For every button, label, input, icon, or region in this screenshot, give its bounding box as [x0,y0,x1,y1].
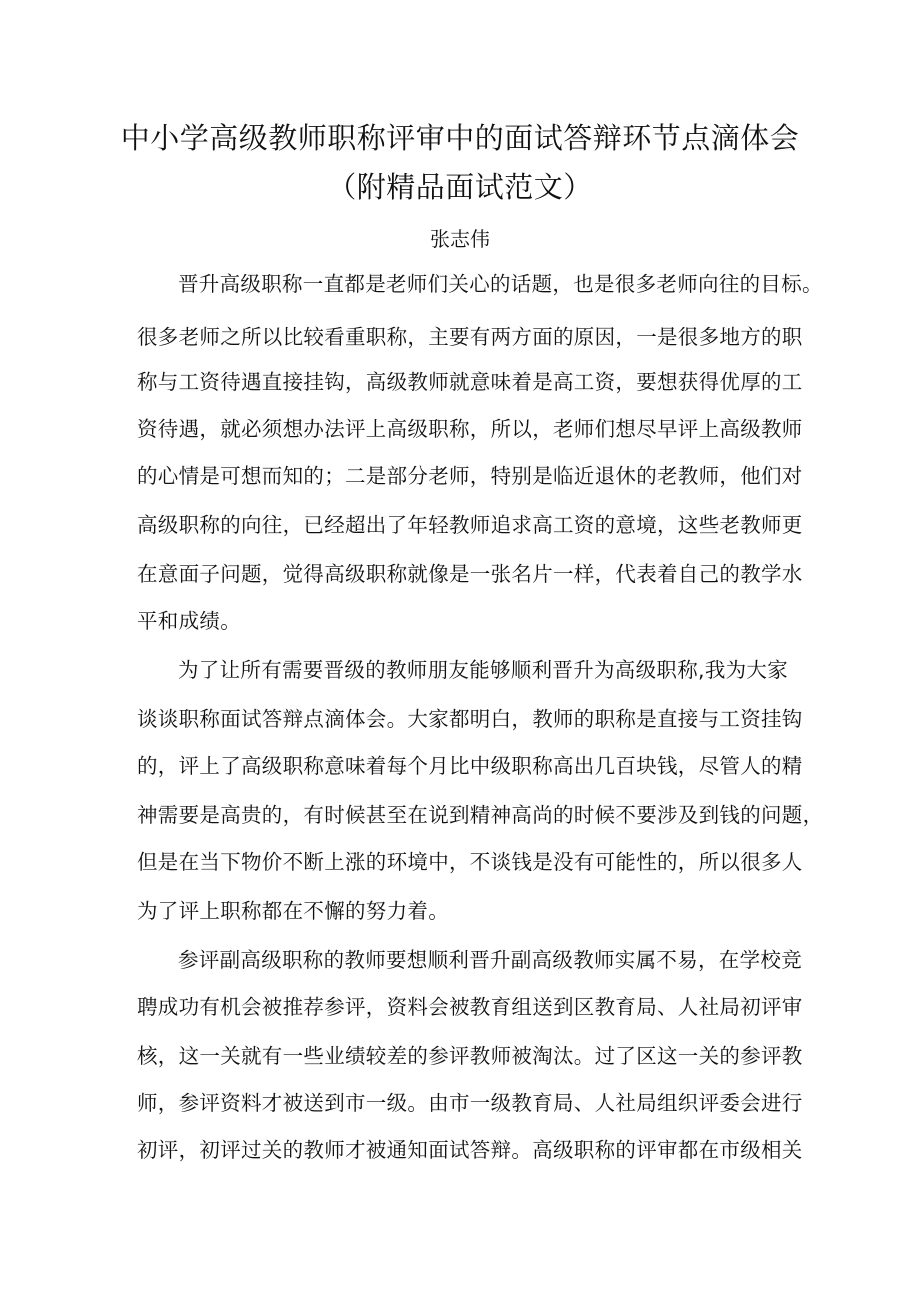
paragraph-3-line-3: 核，这一关就有一些业绩较差的参评教师被淘汰。过了区这一关的参评教 [137,1044,803,1068]
paragraph-3-line-1: 参评副高级职称的教师要想顺利晋升副高级教师实属不易，在学校竞 [178,948,802,972]
paragraph-2-line-6: 为了评上职称都在不懈的努力着。 [137,899,449,923]
paragraph-2-line-4: 神需要是高贵的，有时候甚至在说到精神高尚的时候不要涉及到钱的问题， [137,803,824,827]
paragraph-1-line-3: 称与工资待遇直接挂钩，高级教师就意味着是高工资，要想获得优厚的工 [137,370,803,394]
paragraph-1-line-7: 在意面子问题，觉得高级职称就像是一张名片一样，代表着自己的教学水 [137,562,803,586]
paragraph-2-line-3: 的，评上了高级职称意味着每个月比中级职称高出几百块钱，尽管人的精 [137,754,803,778]
paragraph-3-line-2: 聘成功有机会被推荐参评，资料会被教育组送到区教育局、人社局初评审 [137,995,803,1019]
paragraph-2-line-2: 谈谈职称面试答辩点滴体会。大家都明白，教师的职称是直接与工资挂钩 [137,707,803,731]
paragraph-2-line-5: 但是在当下物价不断上涨的环境中，不谈钱是没有可能性的，所以很多人 [137,850,803,874]
paragraph-1-line-5: 的心情是可想而知的；二是部分老师，特别是临近退休的老教师，他们对 [137,464,803,488]
paragraph-1-line-4: 资待遇，就必须想办法评上高级职称，所以，老师们想尽早评上高级教师 [137,417,803,441]
paragraph-2-line-1: 为了让所有需要晋级的教师朋友能够顺利晋升为高级职称,我为大家 [178,658,789,682]
author-name: 张志伟 [430,227,490,251]
paragraph-1-line-2: 很多老师之所以比较看重职称，主要有两方面的原因，一是很多地方的职 [137,325,803,349]
paragraph-3-line-4: 师，参评资料才被送到市一级。由市一级教育局、人社局组织评委会进行 [137,1091,803,1115]
document-title-line-1: 中小学高级教师职称评审中的面试答辩环节点滴体会 [120,121,800,155]
document-title-line-2: （附精品面试范文） [327,170,593,204]
paragraph-1-line-1: 晋升高级职称一直都是老师们关心的话题，也是很多老师向往的目标。 [178,272,823,296]
paragraph-1-line-8: 平和成绩。 [137,609,241,633]
paragraph-1-line-6: 高级职称的向往，已经超出了年轻教师追求高工资的意境，这些老教师更 [137,513,803,537]
paragraph-3-line-5: 初评，初评过关的教师才被通知面试答辩。高级职称的评审都在市级相关 [137,1138,803,1162]
